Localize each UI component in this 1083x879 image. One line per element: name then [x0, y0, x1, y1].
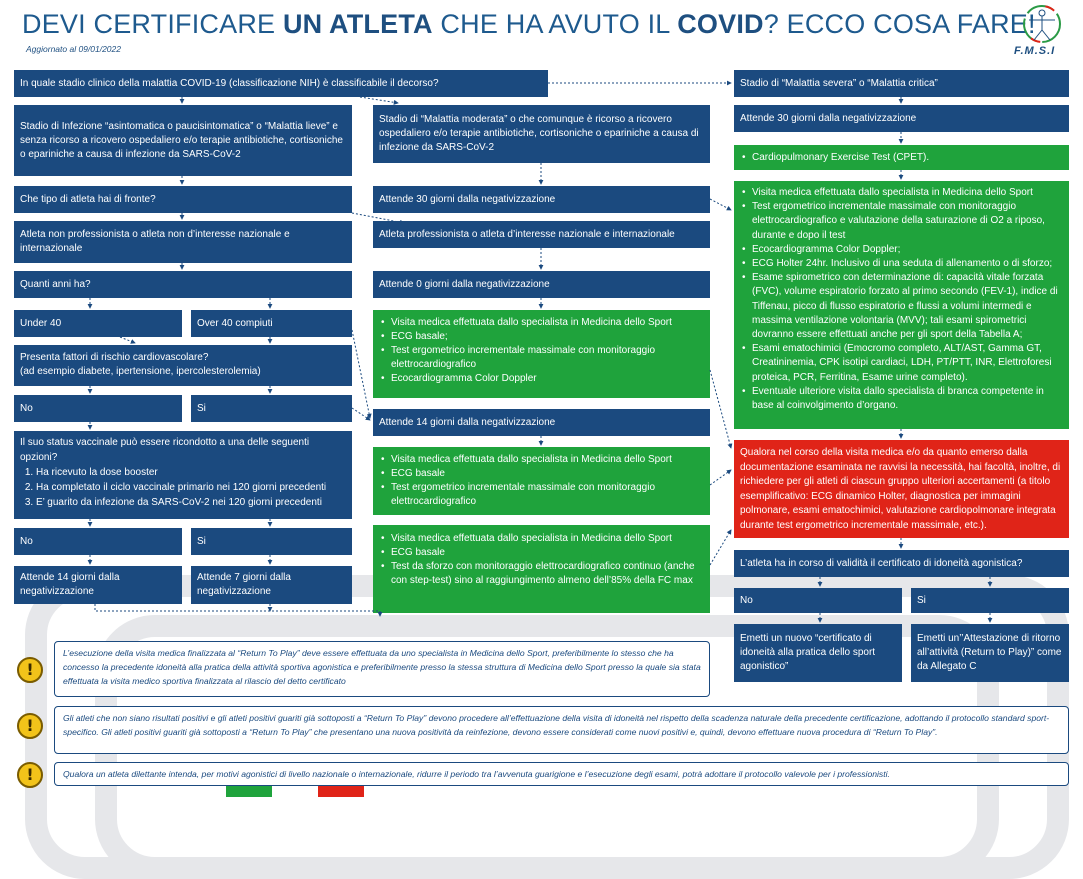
note-amateur-athlete: Qualora un atleta dilettante intenda, per motivi agonistici di livello nazionale o internazionale, ridurre il periodo tra l’avvenuta guarigione e l’esecuzione degli esami, potrà adottare il protocollo valevole per i professionisti. [54, 762, 1069, 786]
return-to-play-box: Emetti un’’Attestazione di ritorno all’attività (Return to Play)” come da Allegato C [911, 624, 1069, 682]
protocol-item: • Visita medica effettuata dallo specialista in Medicina dello Sport [391, 532, 704, 546]
severe-stage-box: Stadio di “Malattia severa” o “Malattia critica” [734, 70, 1069, 97]
flag-stripe-green [226, 785, 272, 797]
protocol-risk-list [379, 453, 704, 509]
protocol-item: • Ecocardiogramma Color Doppler [391, 372, 704, 386]
protocol-pro-list [379, 316, 704, 386]
vax-question-text: Il suo status vaccinale può essere ricondotto a una delle seguenti opzioni? [20, 437, 310, 463]
mild-stage-box: Stadio di Infezione “asintomatica o paucisintomatica” o “Malattia lieve” e senza ricorso a ricovero ospedaliero e/o terapie antibiotiche, cortisoniche o epariniche a causa di infezione da SARS-CoV-2 [14, 105, 352, 176]
question-risk-factors [14, 345, 352, 386]
page-title: DEVI CERTIFICARE UN ATLETA CHE HA AVUTO IL COVID? ECCO COSA FARE! [22, 9, 1036, 39]
over-40-box: Over 40 compiuti [191, 310, 352, 337]
question-certificate: L’atleta ha in corso di validità il certificato di idoneità agonistica? [734, 550, 1069, 577]
cpet-box [734, 145, 1069, 170]
risk-no-box: No [14, 395, 182, 422]
vax-option: 2. Ha completato il ciclo vaccinale primario nei 120 giorni precedenti [36, 480, 346, 495]
pro-athlete-box: Atleta professionista o atleta d’interesse nazionale e internazionale [373, 221, 710, 248]
protocol-item: • ECG basale [391, 546, 704, 560]
logo-text: F.M.S.I [1014, 45, 1056, 57]
protocol-item: • Visita medica effettuata dallo specialista in Medicina dello Sport [752, 186, 1063, 200]
risk-si-box: Si [191, 395, 352, 422]
protocol-pro-box [373, 310, 710, 398]
note-return-to-play: L’esecuzione della visita medica finalizzata al “Return To Play” deve essere effettuata da uno specialista in Medicina dello Sport, preferibilmente lo stesso che ha concesso la precedente idoneità alla pratica della attività sportiva agonistica e preferibilmente presso la stessa struttura di Medicina dello Sport presso la quale sia stata effettuata la visita medico sportiva finalizzata al rilascio del detto certificato [54, 641, 710, 697]
protocol-item: • Test ergometrico incrementale massimale con monitoraggio elettrocardiografico [391, 481, 704, 509]
warning-icon: ! [17, 657, 43, 683]
additional-tests-note: Qualora nel corso della visita medica e/o da quanto emerso dalla documentazione esaminata ne ravvisi la necessità, hai facoltà, inoltre, di richiedere per gli atleti di ciascun gruppo ulteriori accertamenti (a titolo esemplificativo: ECG dinamico Holter, diagnostica per immagini polmonare, esami ematochimici, valutazione cardiopolmonare integrata durante test ergometrico incrementale massimale, etc.). [734, 440, 1069, 538]
protocol-item: • Cardiopulmonary Exercise Test (CPET). [752, 151, 929, 165]
new-certificate-box: Emetti un nuovo “certificato di idoneità alla pratica dello sport agonistico” [734, 624, 902, 682]
vax-option: 3. E’ guarito da infezione da SARS-CoV-2 nei 120 giorni precedenti [36, 495, 346, 510]
arrow [352, 330, 370, 418]
question-clinical-stage: In quale stadio clinico della malattia COVID-19 (classificazione NIH) è classificabile il decorso? [14, 70, 548, 97]
protocol-item: • Esami ematochimici (Emocromo completo, ALT/AST, Gamma GT, Creatininemia, CPK isotipi cardiaci, LDH, PT/PTT, INR, Elettroforesi proteica, PCR, Ferritina, Esame urine completo). [752, 342, 1063, 385]
vax-no-box: No [14, 528, 182, 555]
question-age: Quanti anni ha? [14, 271, 352, 298]
protocol-item: • Test da sforzo con monitoraggio elettrocardiografico continuo (anche con step-test) sino al raggiungimento almeno dell’85% della FC max [391, 560, 704, 588]
protocol-risk-box [373, 447, 710, 515]
protocol-item: • Visita medica effettuata dallo specialista in Medicina dello Sport [391, 453, 704, 467]
arrow [120, 337, 135, 343]
vax-options-list [20, 465, 346, 510]
vax-si-box: Si [191, 528, 352, 555]
protocol-item: • Test ergometrico incrementale massimale con monitoraggio elettrocardiografico e valutazione della saturazione di O2 a riposo, durante e dopo il test [752, 200, 1063, 243]
arrow [360, 97, 398, 103]
severe-protocol-box [734, 181, 1069, 429]
protocol-item: • ECG Holter 24hr. Inclusivo di una seduta di allenamento o di sforzo; [752, 257, 1063, 271]
arrow [710, 530, 731, 565]
flag-stripe-red [318, 785, 364, 797]
arrow [710, 470, 731, 485]
cert-si-box: Si [911, 588, 1069, 613]
risk-question-text: Presenta fattori di rischio cardiovascolare? [20, 352, 209, 363]
vax-option: 1. Ha ricevuto la dose booster [36, 465, 346, 480]
question-vaccination-status [14, 431, 352, 519]
middle-wait-14-box: Attende 14 giorni dalla negativizzazione [373, 409, 710, 436]
note-standard-protocol: Gli atleti che non siano risultati positivi e gli atleti positivi guariti già sottoposti a “Return To Play” devono procedere all’effettuazione della visita di idoneità nel rispetto della scadenza naturale della precedente certificazione, adottando il protocollo standard sport-specifico. Gli atleti positivi guariti già sottoposti a “Return To Play” che presentano una nuova positività da reinfezione, devono essere considerati come nuovi positivi e, quindi, devono effettuare nuova procedura di “Return To Play”. [54, 706, 1069, 754]
severe-protocol-list [740, 186, 1063, 413]
wait-14-days-box: Attende 14 giorni dalla negativizzazione [14, 566, 182, 604]
wait-7-days-box: Attende 7 giorni dalla negativizzazione [191, 566, 352, 604]
protocol-item: • ECG basale; [391, 330, 704, 344]
updated-date: Aggiornato al 09/01/2022 [26, 44, 121, 54]
under-40-box: Under 40 [14, 310, 182, 337]
wait-0-days-box: Attende 0 giorni dalla negativizzazione [373, 271, 710, 298]
moderate-stage-box: Stadio di “Malattia moderata” o che comunque è ricorso a ricovero ospedaliero e/o terapie antibiotiche, cortisoniche o epariniche a causa di infezione da SARS-CoV-2 [373, 105, 710, 163]
risk-question-sub: (ad esempio diabete, ipertensione, ipercolesterolemia) [20, 366, 261, 377]
question-athlete-type: Che tipo di atleta hai di fronte? [14, 186, 352, 213]
protocol-item: • Test ergometrico incrementale massimale con monitoraggio elettrocardiografico [391, 344, 704, 372]
protocol-standard-box [373, 525, 710, 613]
arrow [710, 370, 731, 448]
protocol-item: • ECG basale [391, 467, 704, 481]
protocol-standard-list [379, 532, 704, 588]
warning-icon: ! [17, 713, 43, 739]
protocol-item: • Visita medica effettuata dallo specialista in Medicina dello Sport [391, 316, 704, 330]
arrow [710, 199, 731, 210]
warning-icon: ! [17, 762, 43, 788]
cert-no-box: No [734, 588, 902, 613]
cpet-list [740, 151, 929, 165]
protocol-item: • Esame spirometrico con determinazione di: capacità vitale forzata (FVC), volume espiratorio forzato al primo secondo (FEV-1), indice di Tiffenau, picco di flusso espiratorio e flussi a volumi intermedi e massima ventilazione volontaria (MVV); tali esami spirometrici dovranno essere effettuati anche per gli sport della Tabella A; [752, 271, 1063, 342]
right-wait-30-box: Attende 30 giorni dalla negativizzazione [734, 105, 1069, 132]
middle-wait-30-box: Attende 30 giorni dalla negativizzazione [373, 186, 710, 213]
non-pro-athlete-box: Atleta non professionista o atleta non d’interesse nazionale e internazionale [14, 221, 352, 263]
protocol-item: • Ecocardiogramma Color Doppler; [752, 243, 1063, 257]
arrow [352, 408, 370, 420]
protocol-item: • Eventuale ulteriore visita dallo specialista di branca competente in base al coinvolgimento d’organo. [752, 385, 1063, 413]
